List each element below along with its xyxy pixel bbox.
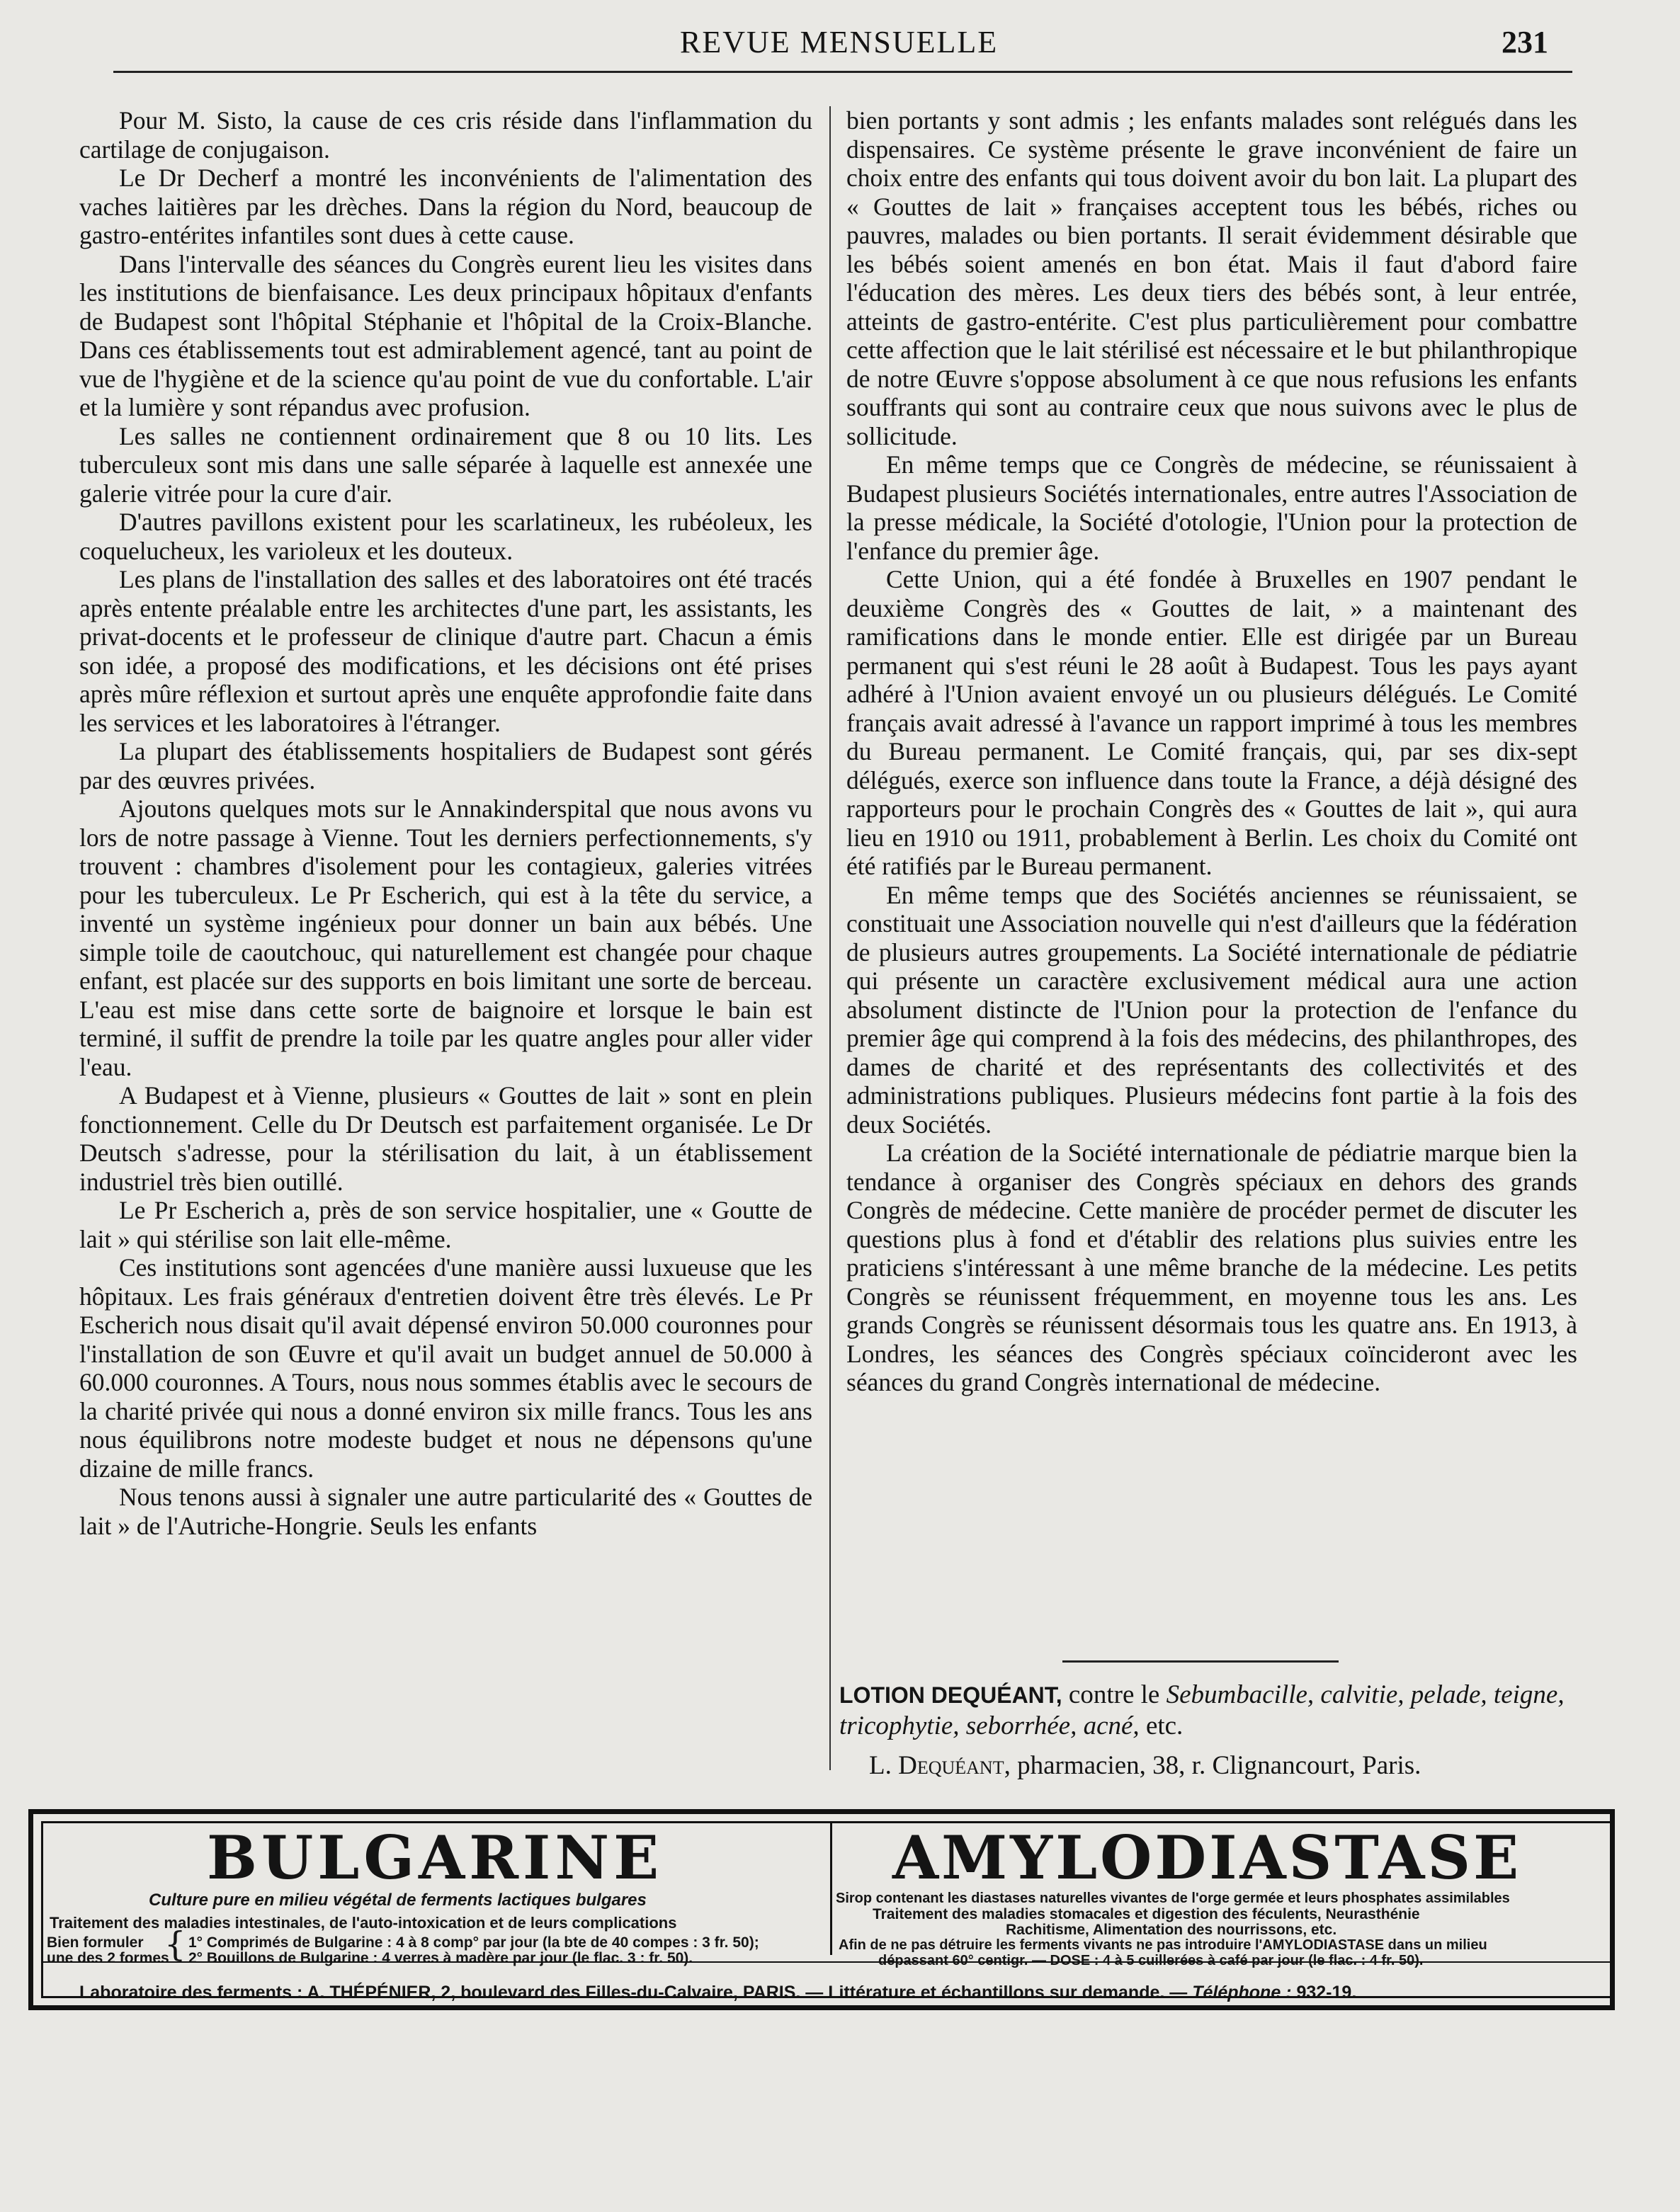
right-column	[846, 106, 1577, 1397]
paragraph: D'autres pavillons existent pour les scarlatineux, les rubéoleux, les coquelucheux, les varioleux et les douteux.	[79, 508, 812, 565]
page-number: 231	[1502, 25, 1548, 59]
paragraph: bien portants y sont admis ; les enfants malades sont relégués dans les dispensaires. Ce système présente le grave inconvénient de faire un choix entre des enfants qui tous doivent avoir du bon lait. La plupart des « Gouttes de lait » françaises acceptent tous les bébés, riches ou pauvres, malades ou bien portants. Il serait évidemment désirable que les bébés soient amenés en bon état. Mais il faut d'abord faire l'éducation des mères. Les deux tiers des bébés sont, à leur entrée, atteints de gastro-entérite. C'est plus particulièrement pour combattre cette affection que le lait stérilisé est nécessaire et le but philanthropique de notre Œuvre s'oppose absolument à ce que nous refusions les enfants souffrants qui sont au contraire ceux que nous suivons avec le plus de sollicitude.	[846, 106, 1577, 450]
brace-glyph: {	[164, 1925, 186, 1964]
running-title: REVUE MENSUELLE	[680, 25, 999, 59]
bulgarine-title: BULGARINE	[207, 1823, 664, 1893]
paragraph: En même temps que ce Congrès de médecine, se réunissaient à Budapest plusieurs Sociétés internationales, entre autres l'Association de la presse médicale, la Société d'otologie, l'Union pour la protection de l'enfance du premier âge.	[846, 450, 1577, 565]
phone-number: 932-19.	[1296, 1983, 1357, 2002]
paragraph: Les plans de l'installation des salles et des laboratoires ont été tracés après entente préalable entre les architectes d'une part, les assistants, les privat-docents et le professeur de clinique d'autre part. Chacun a émis son idée, a proposé des modifications, et les décisions ont été prises après mûre réflexion et surtout après une enquête approfondie faite dans les services et les laboratoires à l'étranger.	[79, 565, 812, 737]
header-rule	[113, 71, 1572, 73]
lotion-conditions: Sebumbacille, calvitie, pelade, teigne, tricophytie, seborrhée, acné,	[839, 1680, 1565, 1740]
lotion-address: , pharmacien, 38, r. Clignancourt, Paris.	[1004, 1751, 1421, 1780]
paragraph: Nous tenons aussi à signaler une autre particularité des « Gouttes de lait » de l'Autriche-Hongrie. Seuls les enfants	[79, 1483, 812, 1540]
paragraph: A Budapest et à Vienne, plusieurs « Gouttes de lait » sont en plein fonctionnement. Celle du Dr Deutsch est parfaitement organisée. Le Dr Deutsch s'adresse, pour la stérilisation du lait, à un établissement industriel très bien outillé.	[79, 1081, 812, 1196]
bulgarine-formula-b: une des 2 formes	[47, 1950, 169, 1966]
paragraph: Ces institutions sont agencées d'une manière aussi luxueuse que les hôpitaux. Les frais généraux d'entretien doivent être très élevés. Le Pr Escherich nous disait qu'il avait dépensé environ 50.000 couronnes pour l'installation de son Œuvre et qu'il avait un budget annuel de 50.000 à 60.000 couronnes. A Tours, nous nous sommes établis avec le secours de la charité privée qui nous a donné environ six mille francs. Tous les ans nous équilibrons notre modeste budget et nous ne dépensons qu'une dizaine de mille francs.	[79, 1253, 812, 1483]
paragraph: Ajoutons quelques mots sur le Annakinderspital que nous avons vu lors de notre passage à Vienne. Tout les derniers perfectionnements, s'y trouvent : chambres d'isolement pour les contagieux, galeries vitrées pour les tuberculeux. Le Pr Escherich, qui est à la tête du service, a inventé un système ingénieux pour donner un bain aux bébés. Une simple toile de caoutchouc, qui naturellement est changée pour chaque enfant, est placée sur des supports en bois limitant une sorte de berceau. L'eau est mise dans cette sorte de baignoire et lorsque le bain est terminé, il suffit de prendre la toile par les quatre angles pour aller vider l'eau.	[79, 794, 812, 1081]
lotion-notice	[839, 1680, 1576, 1781]
paragraph: Le Pr Escherich a, près de son service hospitalier, une « Goutte de lait » qui stérilise son lait elle-même.	[79, 1196, 812, 1253]
bulgarine-subtitle: Culture pure en milieu végétal de ferments lactiques bulgares	[149, 1891, 647, 1910]
left-column	[79, 106, 812, 1540]
paragraph: La plupart des établissements hospitaliers de Budapest sont gérés par des œuvres privées.	[79, 737, 812, 794]
lotion-tail: etc.	[1145, 1711, 1184, 1740]
advertisement-footer	[79, 1983, 1581, 2003]
amylodiastase-line: Rachitisme, Alimentation des nourrissons, etc.	[1006, 1922, 1337, 1938]
amylodiastase-line: Traitement des maladies stomacales et digestion des féculents, Neurasthénie	[873, 1906, 1420, 1922]
amylodiastase-title: AMYLODIASTASE	[892, 1823, 1522, 1893]
lotion-lead: contre le	[1068, 1680, 1160, 1709]
phone-label: Téléphone :	[1192, 1983, 1292, 2002]
paragraph: La création de la Société internationale de pédiatrie marque bien la tendance à organiser des Congrès spéciaux en dehors des grands Congrès de médecine. Cette manière de procéder permet de discuter les questions plus à fond et d'établir des relations plus suivies entre les praticiens s'intéressant à une même branche de la médecine. Les petits Congrès se réunissent fréquemment, en moyenne tous les ans. Les grands Congrès se réunissent désormais tous les quatre ans. En 1913, à Londres, les séances des Congrès spéciaux coïncideront avec les séances du grand Congrès international de médecine.	[846, 1139, 1577, 1396]
bulgarine-line: Traitement des maladies intestinales, de l'auto-intoxication et de leurs complications	[50, 1914, 677, 1932]
lotion-initial: L.	[869, 1751, 892, 1780]
paragraph: Le Dr Decherf a montré les inconvénients de l'alimentation des vaches laitières par les drèches. Dans la région du Nord, beaucoup de gastro-entérites infantiles sont dues à cette cause.	[79, 164, 812, 249]
amylodiastase-line: Afin de ne pas détruire les ferments vivants ne pas introduire l'AMYLODIASTASE dans un milieu	[839, 1937, 1487, 1953]
section-rule	[1062, 1660, 1339, 1663]
amylodiastase-line: dépassant 60° centigr. — DOSE : 4 à 5 cuillerées à café par jour (le flac. : 4 fr. 50).	[878, 1953, 1424, 1968]
advertisement-divider	[830, 1823, 832, 1955]
paragraph: Les salles ne contiennent ordinairement que 8 ou 10 lits. Les tuberculeux sont mis dans une salle séparée à laquelle est annexée une galerie vitrée pour la cure d'air.	[79, 421, 812, 508]
paragraph: Cette Union, qui a été fondée à Bruxelles en 1907 pendant le deuxième Congrès des « Gouttes de lait, » a maintenant des ramifications dans le monde entier. Elle est dirigée par un Bureau permanent qui s'est réuni le 28 août à Budapest. Tous les pays ayant adhéré à l'Union avaient envoyé un ou plusieurs délégués. Le Comité français avait adressé à l'avance un rapport imprimé à tous les membres du Bureau permanent. Le Comité français, qui, par ses dix-sept délégués, exerce son influence dans toute la France, a déjà désigné des rapporteurs pour le prochain Congrès des « Gouttes de lait », qui aura lieu en 1910 ou 1911, probablement à Berlin. Les choix du Comité ont été ratifiés par le Bureau permanent.	[846, 565, 1577, 880]
paragraph: Dans l'intervalle des séances du Congrès eurent lieu les visites dans les institutions de bienfaisance. Les deux principaux hôpitaux d'enfants de Budapest sont l'hôpital Stéphanie et l'hôpital de la Croix-Blanche. Dans ces établissements tout est admirablement agencé, tant au point de vue de l'hygiène et de la science qu'au point de vue du confortable. L'air et la lumière y sont répandus avec profusion.	[79, 249, 812, 421]
bulgarine-option-2: 2° Bouillons de Bulgarine : 4 verres à madère par jour (le flac. 3 : fr. 50).	[188, 1950, 693, 1966]
lotion-name: Dequéant	[898, 1751, 1004, 1780]
paragraph: En même temps que des Sociétés anciennes se réunissaient, se constituait une Association nouvelle qui n'est d'ailleurs que la fédération de plusieurs autres groupements. La Société internationale de pédiatrie qui présente un caractère exclusivement médical aura une action absolument distincte de l'Union pour la protection de l'enfance du premier âge qui comprend à la fois des médecins, des philanthropes, des dames de charité et des représentants des collectivités et des administrations publiques. Plusieurs médecins font partie à la fois des deux Sociétés.	[846, 880, 1577, 1139]
bulgarine-option-1: 1° Comprimés de Bulgarine : 4 à 8 comp° par jour (la bte de 40 compes : 3 fr. 50);	[188, 1934, 759, 1951]
paragraph: Pour M. Sisto, la cause de ces cris réside dans l'inflammation du cartilage de conjugaison.	[79, 106, 812, 164]
laboratory-address: Laboratoire des ferments : A. THÉPÉNIER, 2, boulevard des Filles-du-Calvaire, PARIS. — Littérature et échantillons sur demande. —	[79, 1983, 1188, 2002]
lotion-brand: LOTION DEQUÉANT,	[839, 1682, 1062, 1708]
amylodiastase-line: Sirop contenant les diastases naturelles vivantes de l'orge germée et leurs phosphates assimilables	[836, 1891, 1510, 1906]
column-divider	[829, 106, 831, 1770]
bulgarine-formula-a: Bien formuler	[47, 1934, 144, 1951]
